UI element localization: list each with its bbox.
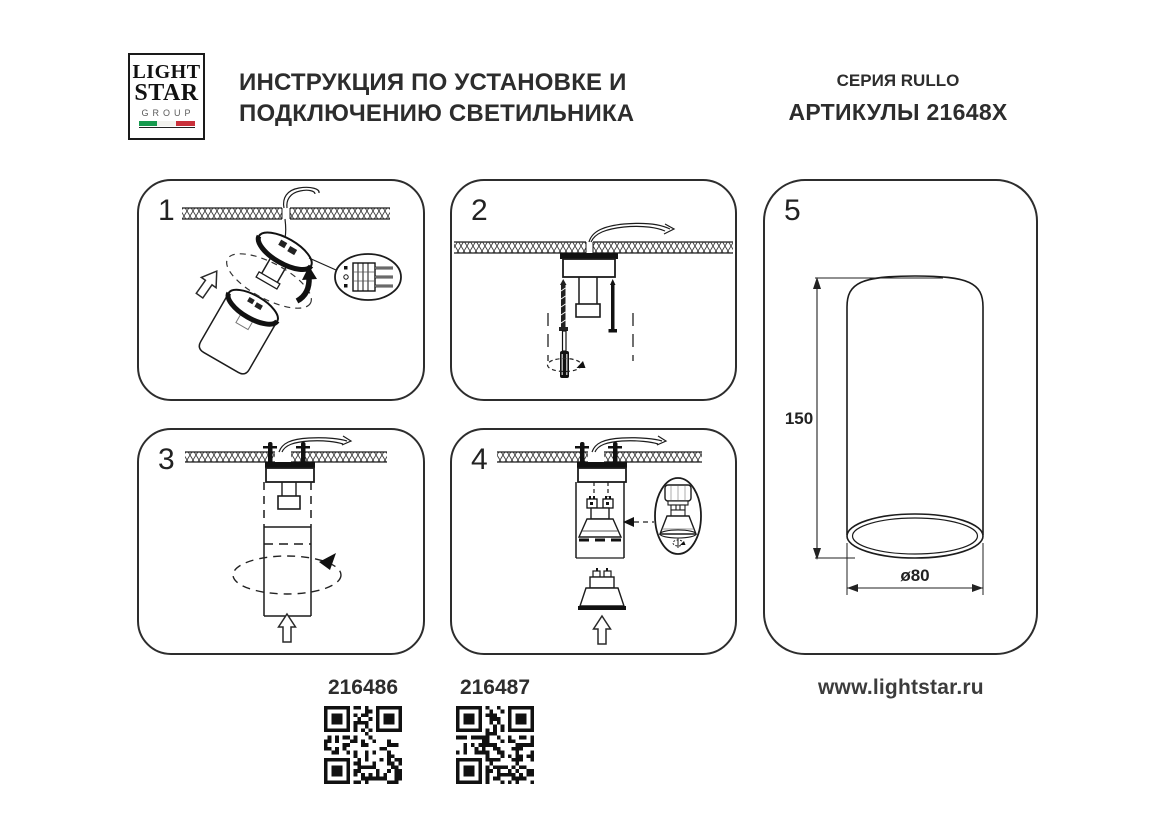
step-4-illustration bbox=[452, 430, 735, 653]
screwdriver-icon bbox=[548, 331, 586, 378]
lightstar-logo bbox=[128, 53, 205, 140]
ceiling-hatch bbox=[454, 242, 733, 253]
step-number-4: 4 bbox=[471, 443, 488, 476]
page-title bbox=[239, 67, 634, 129]
mounting-bracket bbox=[265, 462, 315, 482]
step-panel-5 bbox=[763, 179, 1038, 655]
flag-green bbox=[139, 121, 158, 126]
detail-leader-line bbox=[309, 258, 336, 270]
title-line-1: ИНСТРУКЦИЯ ПО УСТАНОВКЕ И bbox=[239, 69, 627, 96]
logo-word-light: LIGHT bbox=[132, 61, 201, 83]
step-number-2: 2 bbox=[471, 194, 488, 227]
qr-code-1 bbox=[324, 706, 402, 784]
screw-icon bbox=[559, 279, 568, 331]
step-2-illustration bbox=[452, 181, 735, 399]
push-up-arrow-icon bbox=[192, 266, 224, 301]
ceiling-hatch bbox=[185, 452, 387, 462]
step-number-5: 5 bbox=[784, 194, 801, 227]
bulb-icon bbox=[579, 508, 621, 540]
wire bbox=[592, 436, 666, 452]
flag-red bbox=[176, 121, 195, 126]
step-panel-4 bbox=[450, 428, 737, 655]
flag-underline bbox=[139, 127, 195, 128]
wire bbox=[279, 436, 351, 452]
flag-white bbox=[157, 121, 176, 126]
cylinder-body bbox=[197, 283, 283, 376]
wire bbox=[589, 223, 674, 242]
series-block bbox=[770, 71, 1026, 126]
rotate-arrow-icon bbox=[233, 553, 341, 594]
logo-word-group: GROUP bbox=[141, 107, 195, 118]
step-number-3: 3 bbox=[158, 443, 175, 476]
article-code-2: 216487 bbox=[459, 676, 531, 699]
articles-label: АРТИКУЛЫ 21648X bbox=[788, 99, 1008, 125]
step-3-illustration bbox=[139, 430, 423, 653]
push-up-arrow-icon bbox=[279, 614, 296, 642]
mounting-bracket bbox=[577, 462, 627, 482]
ceiling-hatch bbox=[497, 452, 702, 462]
logo-word-star: STAR bbox=[134, 80, 199, 106]
height-label: 150 bbox=[784, 409, 814, 428]
detail-leader-arrow bbox=[623, 517, 654, 527]
screw-icon bbox=[609, 279, 618, 333]
article-code-1: 216486 bbox=[327, 676, 399, 699]
step-panel-2 bbox=[450, 179, 737, 401]
qr-code-2 bbox=[456, 706, 534, 784]
website-link[interactable]: www.lightstar.ru bbox=[818, 676, 984, 699]
title-line-2: ПОДКЛЮЧЕНИЮ СВЕТИЛЬНИКА bbox=[239, 100, 635, 127]
push-up-arrow-icon bbox=[594, 616, 611, 644]
terminal-detail bbox=[335, 254, 401, 300]
step-panel-3 bbox=[137, 428, 425, 655]
step-5-dimension-drawing bbox=[765, 181, 1036, 653]
bulb-detail bbox=[655, 478, 701, 554]
bulb-icon bbox=[578, 568, 626, 610]
series-label: СЕРИЯ RULLO bbox=[836, 71, 960, 90]
socket-tube bbox=[278, 482, 300, 509]
italy-flag-icon bbox=[139, 121, 195, 126]
mounting-bracket bbox=[560, 253, 618, 317]
cylinder-outline bbox=[847, 276, 983, 558]
step-1-illustration bbox=[139, 181, 423, 399]
diameter-label: ø80 bbox=[900, 566, 930, 585]
lamp-socket bbox=[587, 482, 613, 508]
step-panel-1 bbox=[137, 179, 425, 401]
ceiling-hatch bbox=[182, 208, 390, 219]
step-number-1: 1 bbox=[158, 194, 175, 227]
